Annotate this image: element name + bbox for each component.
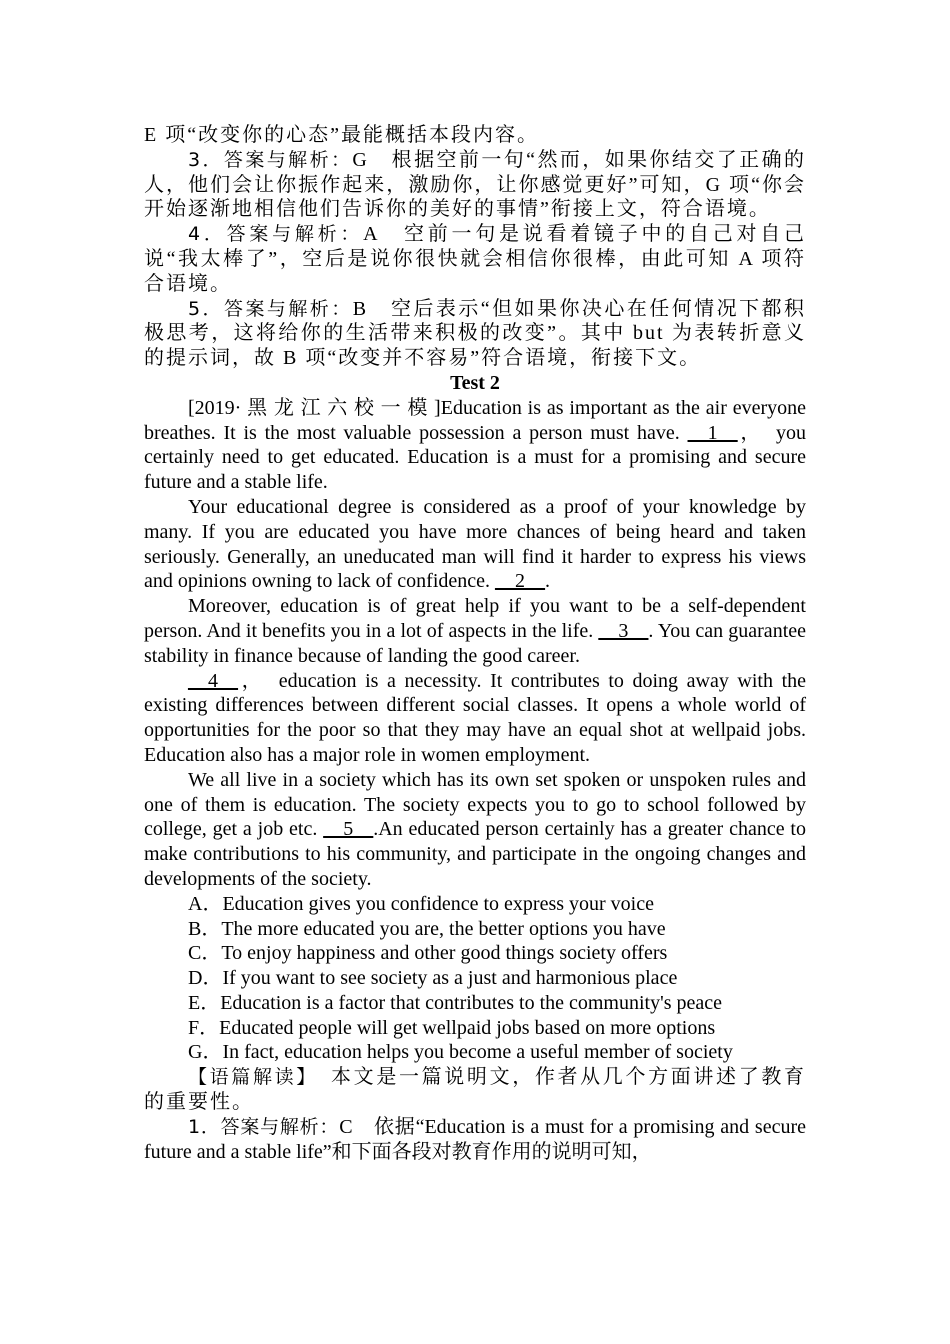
passage-paragraph-4 [144,669,806,768]
paragraph-5-text: We all live in a society which has its own set spoken or unspoken rules and one of them is education. The society expects you to go to school followed by college, get a job etc. [144,768,806,841]
paragraph-3-text: Moreover, education is of great help if you want to be a self-dependent person. And it benefits you in a lot of aspects in the life. [144,595,806,642]
paragraph-1-rest: ， you certainly need to get educated. Education is a must for a promising and secure future and a stable life. [144,421,807,494]
passage-paragraph-5 [144,768,806,892]
reading-text: 本文是一篇说明文，作者从几个方面讲述了教育的重要性。 [144,1066,806,1114]
passage-paragraph-3 [144,594,806,668]
section-title: Test 2 [450,371,500,394]
answer-1-text: C 依据“Education is a must for a promising and secure future and a stable life”和下面各段对教育作用的说明可知， [144,1115,806,1163]
blank-4: __4__ [188,669,238,692]
paragraph-2-text: Your educational degree is considered as a proof of your knowledge by many. If you are educated you have more chances of being heard and taken seriously. Generally, an uneducated man will find it harder to express his views and opinions owning to lack of confidence. [144,495,806,593]
passage-paragraph-2 [144,495,806,594]
option-a: A．Education gives you confidence to express your voice [188,892,654,915]
passage-paragraph-1 [144,396,806,495]
option-c: C．To enjoy happiness and other good things society offers [188,942,668,965]
option-g: G．In fact, education helps you become a useful member of society [188,1041,733,1064]
answer-4 [144,222,806,296]
answer-3-label: 3．答案与解析： [188,148,353,171]
blank-1: __1__ [687,421,738,444]
option-f: F．Educated people will get wellpaid jobs based on more options [188,1016,716,1039]
paragraph-1-text: Education is as important as the air everyone breathes. It is the most valuable possession a person must have. [144,396,807,444]
paragraph-4-text: ， education is a necessity. It contributes to doing away with the existing differences between different social classes. It opens a whole world of opportunities for the poor so that they may have an equal shot at wellpaid jobs. Education also has a major role in women employment. [144,669,806,766]
blank-2: __2__ [495,570,546,593]
blank-5: __5__ [323,818,374,841]
answer-1-label: 1．答案与解析： [188,1115,340,1138]
answer-3-text: G 根据空前一句“然而，如果你结交了正确的人，他们会让你振作起来，激励你，让你感觉更好”可知，G 项“你会开始逐渐地相信他们告诉你的美好的事情”衔接上文，符合语境。 [144,148,806,221]
answer-4-label: 4．答案与解析： [188,223,364,246]
answer-5-text: B 空后表示“但如果你决心在任何情况下都积极思考，这将给你的生活带来积极的改变”。其中 but 为表转折意义的提示词，故 B 项“改变并不容易”符合语境，衔接下文。 [144,297,806,370]
blank-3: __3__ [598,619,649,642]
option-e: E．Education is a factor that contributes to the community's peace [188,991,722,1014]
document-page [144,123,806,1164]
answer-3 [144,148,806,222]
passage-reading-note [144,1065,806,1115]
answer-continuation: E 项“改变你的心态”最能概括本段内容。 [144,124,539,146]
option-d: D．If you want to see society as a just and harmonious place [188,967,678,990]
reading-label: 【语篇解读】 [188,1066,309,1089]
answer-4-text: A 空前一句是说看着镜子中的自己对自己说“我太棒了”，空后是说你很快就会相信你很棒，由此可知 A 项符合语境。 [144,223,806,295]
answer-5-label: 5．答案与解析： [188,297,353,320]
paragraph-2-rest: . [545,570,551,593]
source-note: [2019· 黑 龙 江 六 校 一 模 ] [188,396,441,419]
option-b: B．The more educated you are, the better options you have [188,917,666,940]
paragraph-3-rest: . You can guarantee stability in finance because of landing the good career. [144,619,806,667]
paragraph-5-rest: .An educated person certainly has a greater chance to make contributions to his community, and participate in the ongoing changes and developments of the society. [144,818,806,890]
answer-5 [144,297,806,371]
answer-1 [144,1115,806,1165]
